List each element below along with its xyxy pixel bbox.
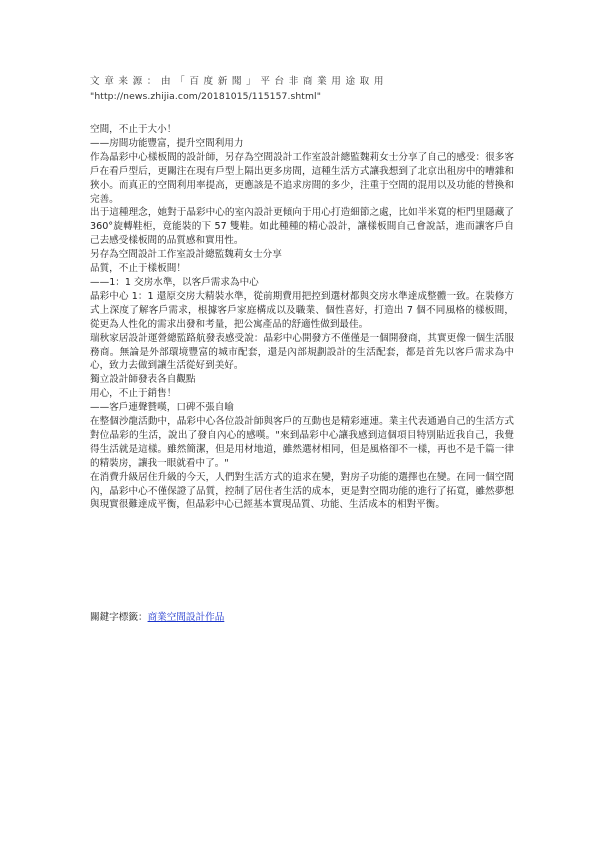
caption-designer: 另存為空間設計工作室設計總監魏莉女士分享 xyxy=(90,249,282,261)
source-line: 文章来源：由「百度新聞」平台非商業用途取用 xyxy=(90,76,389,87)
caption-independent-designers: 獨立設計師發表各自觀點 xyxy=(90,374,196,386)
heading-space: 空間，不止于大小！ xyxy=(90,124,177,135)
paragraph-operations-director: 瑞秋家居設計運營總監路航發表感受說：晶彩中心開發方不僅僅是一個開發商，其實更像一個生活服務商。無論是外部環境豐富的城市配套，還是內部規劃設計的生活配套，都是首先以客戶需求為中心，致力去做到讓生活從好到美好。 xyxy=(90,332,514,372)
paragraph-standard: 晶彩中心 1：1 還原交房大精裝水準，從前期費用把控到選材都與交房水準達成整體一致。在裝修方式上深度了解客戶需求，根據客戶家庭構成以及職業、個性喜好，打造出 7 個不同風格的樣板間，從更為人性化的需求出發和考量，把公寓產品的舒適性做到最佳。 xyxy=(90,290,514,330)
source-attribution xyxy=(90,74,512,104)
paragraph-salon-interaction: 在整個沙龍活動中，晶彩中心各位設計師與客戶的互動也是精彩連連。業主代表通過自己的生活方式對位晶彩的生活，說出了發自內心的感嘆。"來到晶彩中心讓我感到這個項目特別貼近我自己，我覺得生活就是這樣。雖然簡潔，但是用材地道，雖然選材相同，但是風格卻不一樣，再也不是千篇一律的精裝房，讓我一眼就看中了。" xyxy=(90,416,514,469)
article-body xyxy=(90,123,514,512)
paragraph-designer-share: 作為晶彩中心樣板間的設計師，另存為空間設計工作室設計總監魏莉女士分享了自己的感受：很多客戶在看戶型后，更關注在現有戶型上隔出更多房間，這種生活方式讓我想到了北京出租房中的嘈雜和狹小。而真正的空間利用率提高，更應該是不追求房間的多少，注重于空間的混用以及功能的替換和完善。 xyxy=(90,151,514,205)
source-url: "http://news.zhijia.com/20181015/115157.shtml" xyxy=(90,91,322,102)
heading-quality: 品質，不止于樣板間！ xyxy=(90,263,186,275)
paragraph-conclusion: 在消費升級居住升級的今天，人們對生活方式的追求在變，對房子功能的選擇也在變。在同一個空間內，晶彩中心不僅保證了品質，控制了居住者生活的成本，更是對空間功能的進行了拓寬，雖然夢想與現實很難達成平衡，但晶彩中心已經基本實現品質、功能、生活成本的相對平衡。 xyxy=(90,471,514,511)
keyword-label: 關鍵字標籤： xyxy=(90,612,148,623)
subheading-standard: ——1：1 交房水準，以客戶需求為中心 xyxy=(90,276,259,288)
heading-care: 用心，不止于銷售！ xyxy=(90,388,177,400)
keyword-tags xyxy=(90,611,224,625)
paragraph-design-concept: 出于這種理念，她對于晶彩中心的室內設計更傾向于用心打造細節之處，比如半米寬的柜門里隱藏了 360°旋轉鞋柜，竟能裝的下 57 雙鞋。如此種種的精心設計，讓樣板間自己會說話，進而讓客戶自己去感受樣板間的品質感和實用性。 xyxy=(90,207,514,247)
keyword-link[interactable]: 商業空間設計作品 xyxy=(147,612,225,623)
subheading-function: ——房間功能豐富，提升空間利用力 xyxy=(90,137,244,149)
subheading-praise: ——客戶連聲贊嘆，口碑不張自喻 xyxy=(90,402,234,414)
